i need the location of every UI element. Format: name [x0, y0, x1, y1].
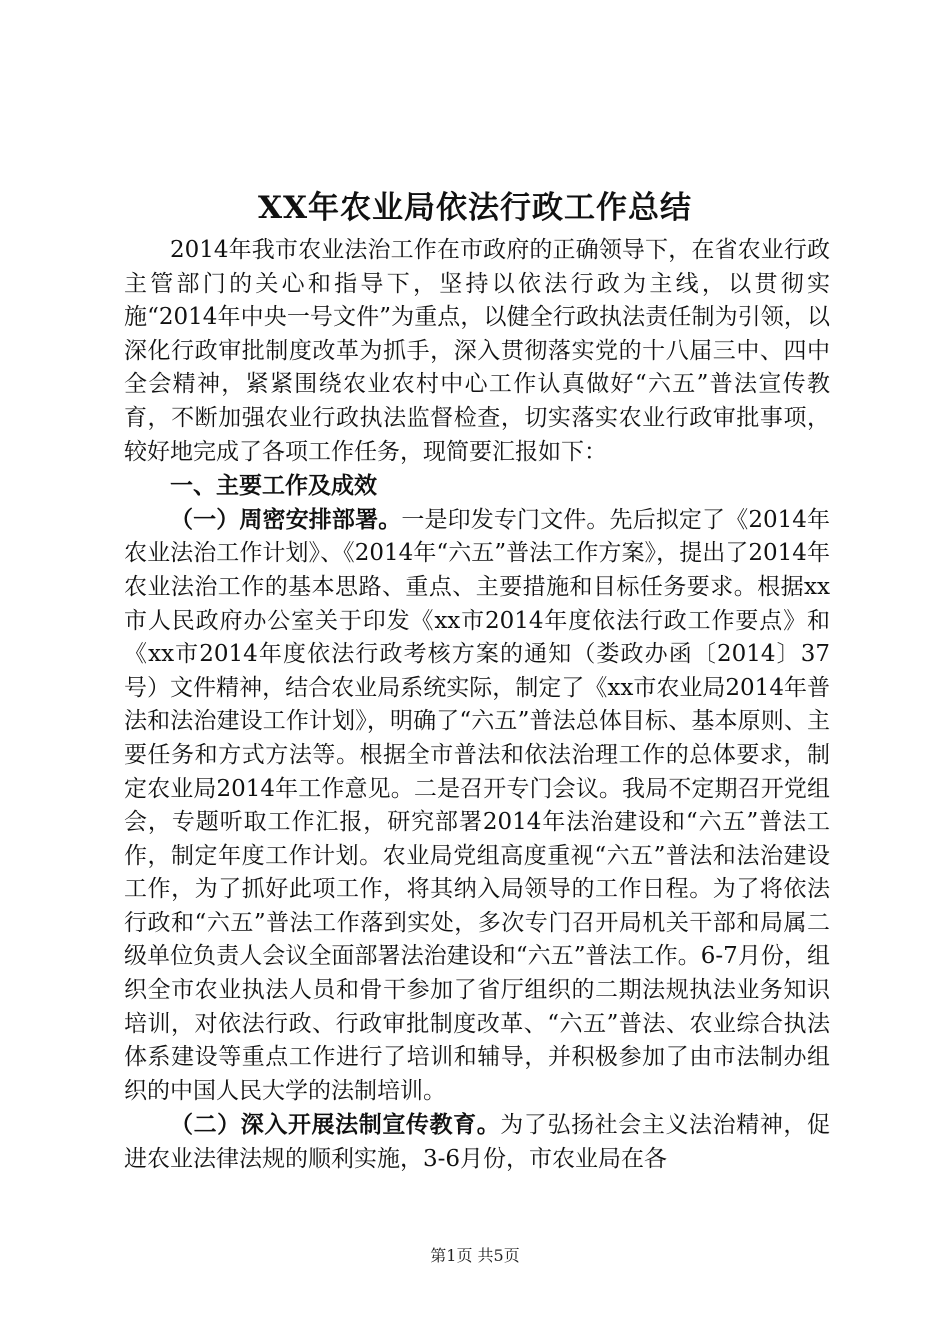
document-title: XX年农业局依法行政工作总结 [257, 190, 693, 226]
page-footer: 第1页 共5页 [430, 1246, 520, 1265]
item-text-2: 为了弘扬社会主义法治精神，促进农业法律法规的顺利实施，3-6月份，市农业局在各 [124, 1112, 831, 1173]
item-paragraph-2 [124, 1108, 830, 1176]
intro-paragraph: 2014年我市农业法治工作在市政府的正确领导下，在省农业行政主管部门的关心和指导下，坚持以依法行政为主线，以贯彻实施“2014年中央一号文件”为重点，以健全行政执法责任制为引领，以深化行政审批制度改革为抓手，深入贯彻落实党的十八届三中、四中全会精神，紧紧围绕农业农村中心工作认真做好“六五”普法宣传教育，不断加强农业行政执法监督检查，切实落实农业行政审批事项，较好地完成了各项工作任务，现简要汇报如下： [124, 237, 830, 465]
section-heading: 一、主要工作及成效 [170, 472, 377, 500]
item-lead-2: （二）深入开展法制宣传教育。 [170, 1111, 501, 1139]
item-text-1: 一是印发专门文件。先后拟定了《2014年农业法治工作计划》、《2014年“六五”普法工作方案》，提出了2014年农业法治工作的基本思路、重点、主要措施和目标任务要求。根据xx市人民政府办公室关于印发《xx市2014年度依法行政工作要点》和《xx市2014年度依法行政考核方案的通知（娄政办函〔2014〕37号）文件精神，结合农业局系统实际，制定了《xx市农业局2014年普法和法治建设工作计划》，明确了“六五”普法总体目标、基本原则、主要任务和方式方法等。根据全市普法和依法治理工作的总体要求，制定农业局2014年工作意见。二是召开专门会议。我局不定期召开党组会，专题听取工作汇报，研究部署2014年法治建设和“六五”普法工作，制定年度工作计划。农业局党组高度重视“六五”普法和法治建设工作，为了抓好此项工作，将其纳入局领导的工作日程。为了将依法行政和“六五”普法工作落到实处，多次专门召开局机关干部和局属二级单位负责人会议全面部署法治建设和“六五”普法工作。6-7月份，组织全市农业执法人员和骨干参加了省厅组织的二期法规执法业务知识培训，对依法行政、行政审批制度改革、“六五”普法、农业综合执法体系建设等重点工作进行了培训和辅导，并积极参加了由市法制办组织的中国人民大学的法制培训。 [124, 506, 830, 1104]
document-body [124, 234, 830, 1177]
item-lead-1: （一）周密安排部署。 [170, 505, 402, 533]
item-paragraph-1 [124, 503, 830, 1109]
